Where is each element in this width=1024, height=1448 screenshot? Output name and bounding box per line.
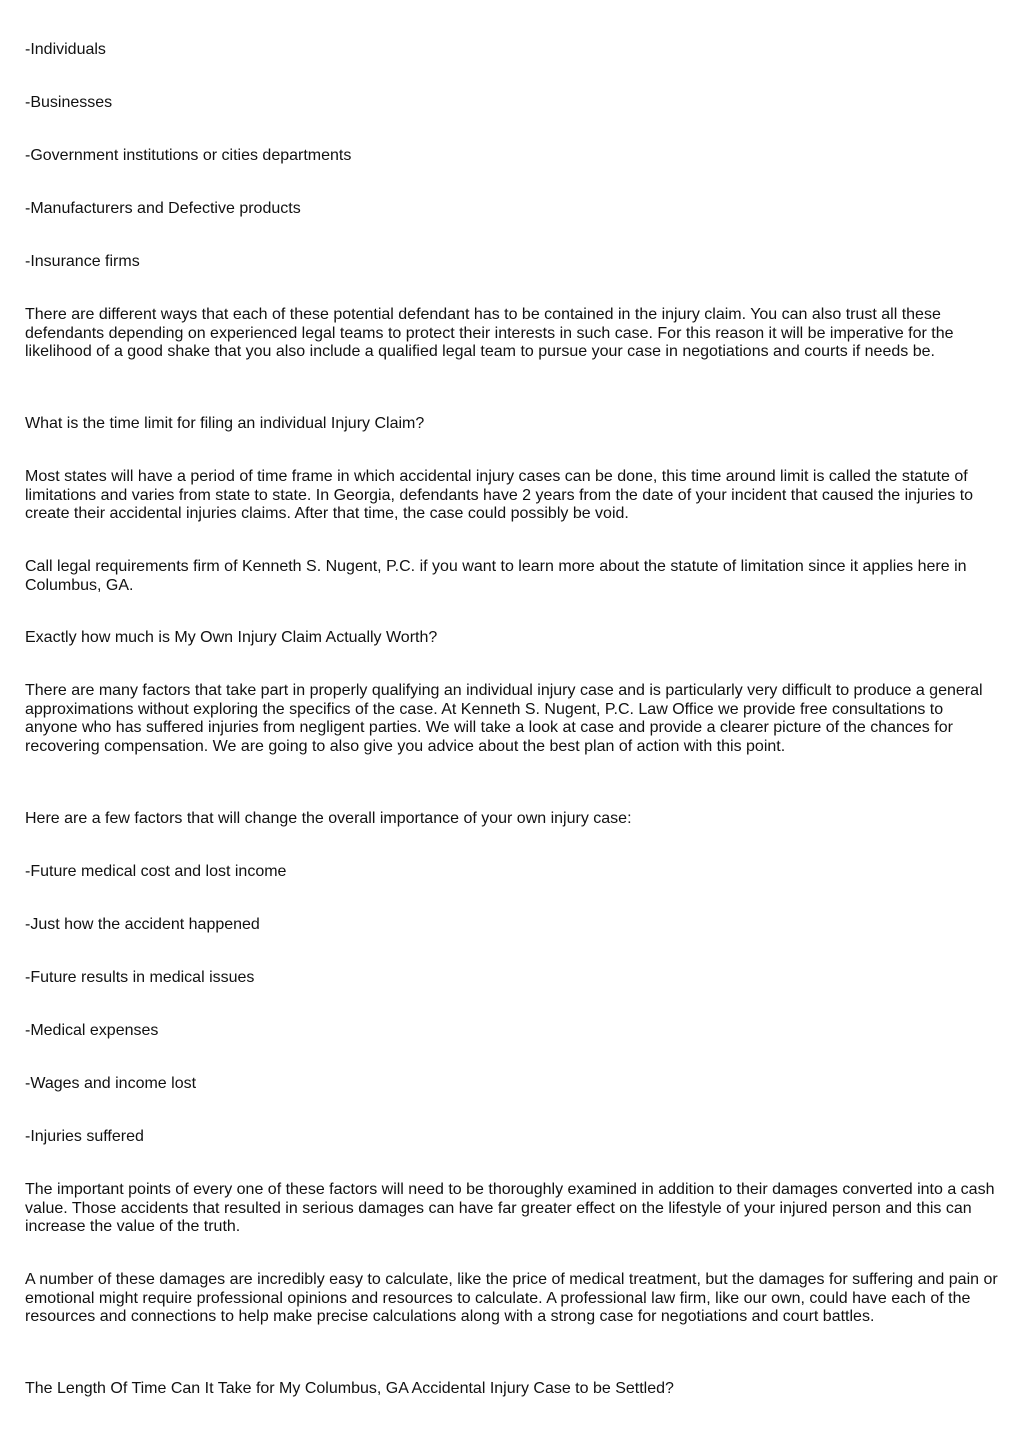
paragraph-factors: There are many factors that take part in properly qualifying an individual injury case and is particularly very difficult to produce a general approximations without exploring the specifics of the case. At Kenneth S. Nugent, P.C. Law Office we provide free consultations to anyone who has suffered injuries from negligent parties. We will take a look at case and provide a clearer picture of the chances for recovering compensation. We are going to also give you advice about the best plan of action with this point. [25,682,983,755]
paragraph-factors-intro: Here are a few factors that will change the overall importance of your own injury case: [25,810,632,827]
heading-time-limit: What is the time limit for filing an individual Injury Claim? [25,415,425,432]
list-item-medical-expenses: -Medical expenses [25,1022,159,1039]
paragraph-important-points: The important points of every one of these factors will need to be thoroughly examined in addition to their damages converted into a cash value. Those accidents that resulted in serious damages can have far greater effect on the lifestyle of your injured person and this can increase the value of the truth. [25,1181,995,1236]
list-item-businesses: -Businesses [25,94,113,111]
list-item-individuals: -Individuals [25,41,106,58]
heading-settlement-time: The Length Of Time Can It Take for My Columbus, GA Accidental Injury Case to be Settled? [25,1380,674,1397]
list-item-wages: -Wages and income lost [25,1075,197,1092]
list-item-future-cost: -Future medical cost and lost income [25,863,287,880]
paragraph-defendants: There are different ways that each of these potential defendant has to be contained in the injury claim. You can also trust all these defendants depending on experienced legal teams to protect their interests in such case. For this reason it will be imperative for the likelihood of a good shake that you also include a qualified legal team to pursue your case in negotiations and courts if needs be. [25,306,954,361]
list-item-accident: -Just how the accident happened [25,916,260,933]
list-item-government: -Government institutions or cities departments [25,147,352,164]
list-item-injuries: -Injuries suffered [25,1128,144,1145]
paragraph-call-firm: Call legal requirements firm of Kenneth S. Nugent, P.C. if you want to learn more about the statute of limitation since it applies here in Columbus, GA. [25,558,967,594]
paragraph-damages: A number of these damages are incredibly easy to calculate, like the price of medical treatment, but the damages for suffering and pain or emotional might require professional opinions and resources to calculate. A professional law firm, like our own, could have each of the resources and connections to help make precise calculations along with a strong case for negotiations and court battles. [25,1271,998,1326]
list-item-manufacturers: -Manufacturers and Defective products [25,200,301,217]
paragraph-statute: Most states will have a period of time frame in which accidental injury cases can be done, this time around limit is called the statute of limitations and varies from state to state. In Georgia, defendants have 2 years from the date of your incident that caused the injuries to create their accidental injuries claims. After that time, the case could possibly be void. [25,468,974,523]
list-item-insurance: -Insurance firms [25,253,140,270]
heading-claim-worth: Exactly how much is My Own Injury Claim Actually Worth? [25,629,438,646]
list-item-future-results: -Future results in medical issues [25,969,255,986]
